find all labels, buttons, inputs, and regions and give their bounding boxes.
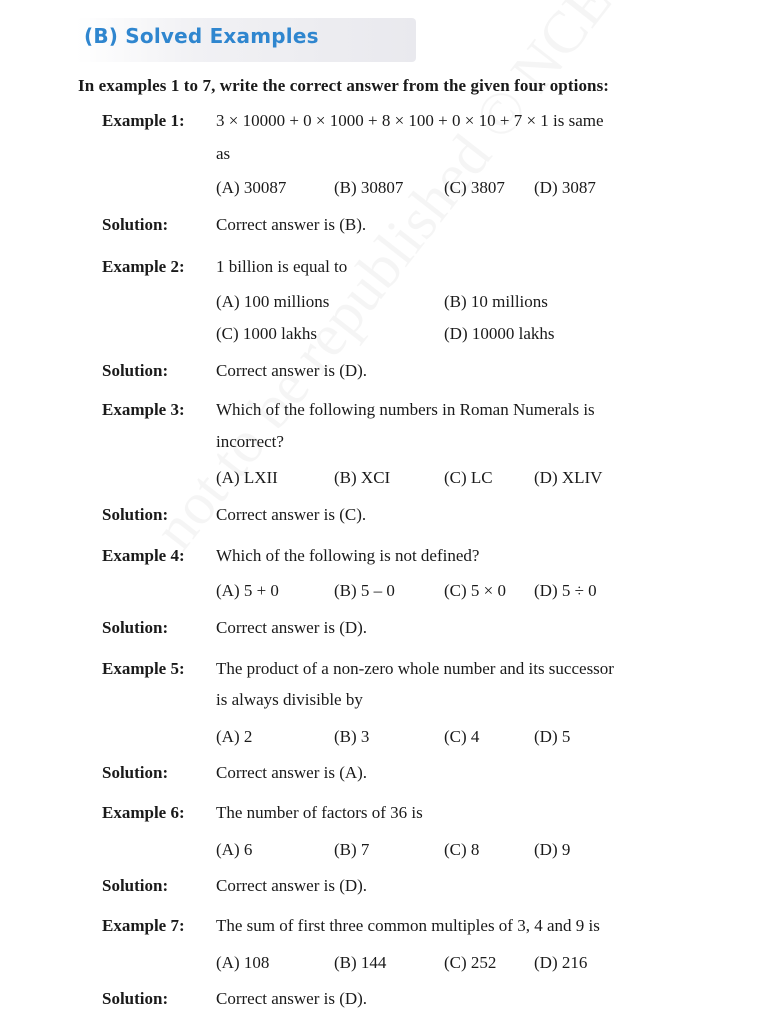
example-2-label: Example 2:: [102, 257, 185, 276]
example-3-question: Which of the following numbers in Roman Numerals is: [216, 400, 595, 419]
example-2-option-d: (D) 10000 lakhs: [444, 324, 555, 343]
example-4-option-c: (C) 5 × 0: [444, 581, 506, 600]
example-4-solution: Correct answer is (D).: [216, 618, 368, 637]
example-1-option-d: (D) 3087: [534, 178, 596, 197]
example-1-label: Example 1:: [102, 111, 185, 130]
example-4-solution-label: Solution:: [102, 618, 169, 637]
example-4-label: Example 4:: [102, 546, 185, 565]
example-7-option-a: (A) 108: [216, 953, 270, 972]
example-1-question: 3 × 10000 + 0 × 1000 + 8 × 100 + 0 × 10 + 7 × 1 is same: [216, 111, 604, 130]
example-5-solution-label: Solution:: [102, 763, 169, 782]
example-7-option-c: (C) 252: [444, 953, 497, 972]
example-4-question: Which of the following is not defined?: [216, 546, 480, 565]
example-5-question: The product of a non-zero whole number and its successor: [216, 659, 614, 678]
example-6-option-a: (A) 6: [216, 840, 253, 859]
example-3-question-cont: incorrect?: [216, 432, 284, 451]
example-6-solution-label: Solution:: [102, 876, 169, 895]
example-2-solution-label: Solution:: [102, 361, 169, 380]
example-1-option-b: (B) 30807: [334, 178, 404, 197]
example-5-option-b: (B) 3: [334, 727, 370, 746]
example-2-option-b: (B) 10 millions: [444, 292, 548, 311]
example-6-option-c: (C) 8: [444, 840, 480, 859]
example-1-solution-label: Solution:: [102, 215, 169, 234]
example-7-solution-label: Solution:: [102, 989, 169, 1008]
example-3-solution-label: Solution:: [102, 505, 169, 524]
example-6-question: The number of factors of 36 is: [216, 803, 423, 822]
example-6-solution: Correct answer is (D).: [216, 876, 368, 895]
example-2-option-c: (C) 1000 lakhs: [216, 324, 318, 343]
example-5-solution: Correct answer is (A).: [216, 763, 368, 782]
example-1-option-c: (C) 3807: [444, 178, 505, 197]
example-3-option-a: (A) LXII: [216, 468, 278, 487]
example-7-label: Example 7:: [102, 916, 185, 935]
example-5-option-c: (C) 4: [444, 727, 480, 746]
example-6-label: Example 6:: [102, 803, 185, 822]
example-1-option-a: (A) 30087: [216, 178, 287, 197]
example-5-question-cont: is always divisible by: [216, 690, 363, 709]
example-3-solution: Correct answer is (C).: [216, 505, 367, 524]
example-6-option-d: (D) 9: [534, 840, 571, 859]
example-7-question: The sum of first three common multiples of 3, 4 and 9 is: [216, 916, 600, 935]
example-3-option-c: (C) LC: [444, 468, 493, 487]
example-1-question-cont: as: [216, 144, 231, 163]
example-1-solution: Correct answer is (B).: [216, 215, 367, 234]
example-2-option-a: (A) 100 millions: [216, 292, 330, 311]
example-3-option-d: (D) XLIV: [534, 468, 603, 487]
example-4-option-a: (A) 5 + 0: [216, 581, 279, 600]
example-4-option-d: (D) 5 ÷ 0: [534, 581, 597, 600]
example-6-option-b: (B) 7: [334, 840, 370, 859]
example-5-option-a: (A) 2: [216, 727, 253, 746]
instructions: In examples 1 to 7, write the correct answer from the given four options:: [78, 76, 610, 95]
example-2-solution: Correct answer is (D).: [216, 361, 368, 380]
example-4-option-b: (B) 5 – 0: [334, 581, 395, 600]
example-3-option-b: (B) XCI: [334, 468, 391, 487]
section-banner: [76, 18, 416, 62]
example-5-option-d: (D) 5: [534, 727, 571, 746]
example-3-label: Example 3:: [102, 400, 185, 419]
example-2-question: 1 billion is equal to: [216, 257, 348, 276]
example-5-label: Example 5:: [102, 659, 185, 678]
section-title: (B) Solved Examples: [84, 24, 319, 48]
example-7-solution: Correct answer is (D).: [216, 989, 368, 1008]
example-7-option-b: (B) 144: [334, 953, 387, 972]
example-7-option-d: (D) 216: [534, 953, 588, 972]
